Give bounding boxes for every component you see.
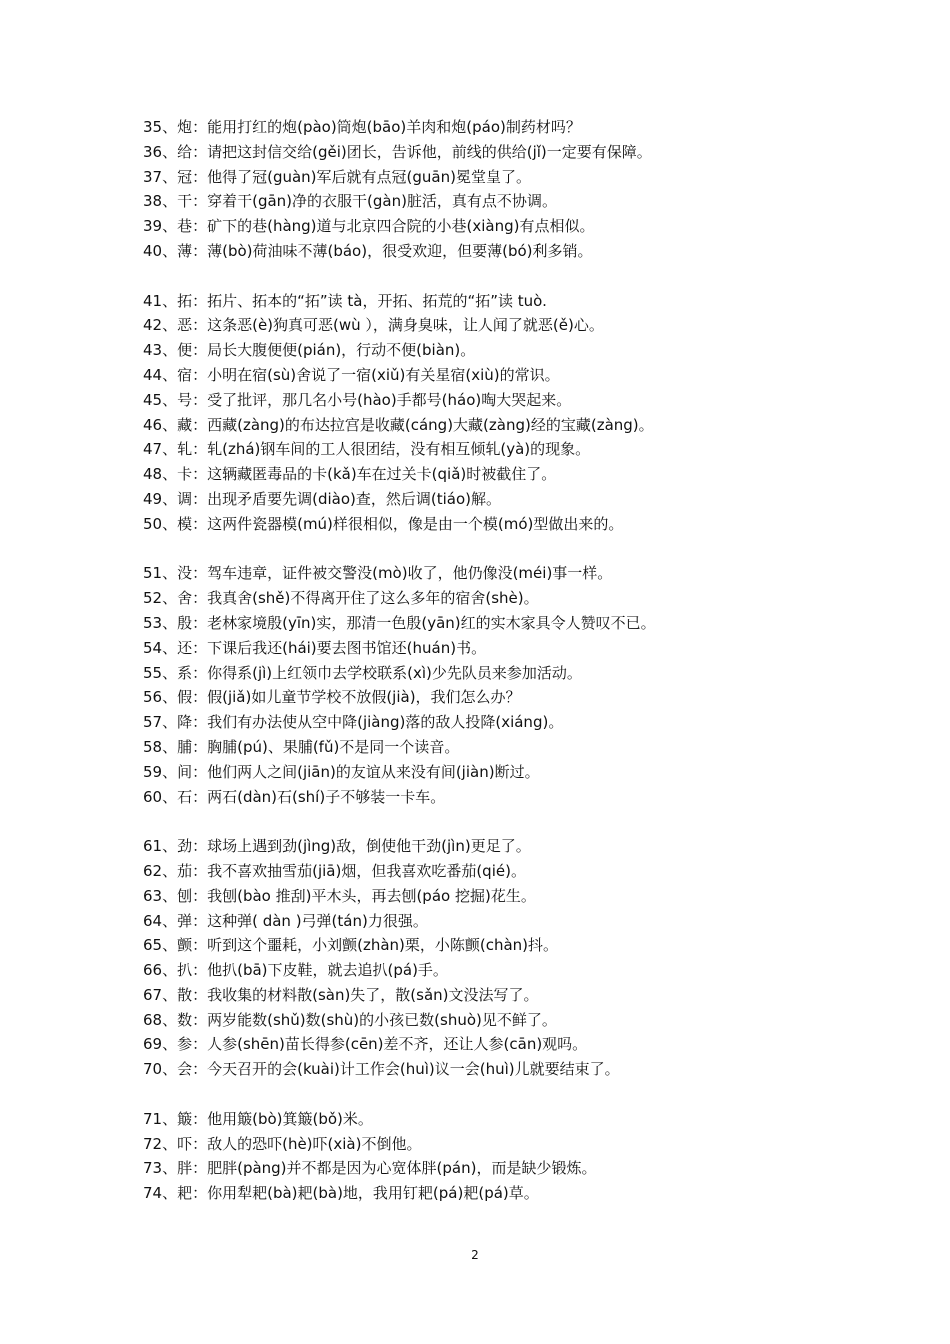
document-body <box>143 115 903 1206</box>
entry-line: 46、藏：西藏(zàng)的布达拉宫是收藏(cáng)大藏(zàng)经的宝藏(zàng)。 <box>143 415 654 434</box>
page-number: 2 <box>471 1248 479 1262</box>
entry-line: 43、便：局长大腹便便(pián)，行动不便(biàn)。 <box>143 341 476 360</box>
entry-line: 59、间：他们两人之间(jiān)的友谊从来没有间(jiàn)断过。 <box>143 762 540 781</box>
entry-group <box>143 1107 903 1206</box>
entry-line: 36、给：请把这封信交给(gěi)团长，告诉他，前线的供给(jǐ)一定要有保障。 <box>143 142 652 161</box>
entry-line: 55、系：你得系(jì)上红领巾去学校联系(xì)少先队员来参加活动。 <box>143 663 582 682</box>
entry-line: 68、数：两岁能数(shǔ)数(shù)的小孩已数(shuò)见不鲜了。 <box>143 1010 557 1029</box>
entry-line: 49、调：出现矛盾要先调(diào)查，然后调(tiáo)解。 <box>143 489 501 508</box>
entry-line: 37、冠：他得了冠(guàn)军后就有点冠(guān)冕堂皇了。 <box>143 167 531 186</box>
entry-line: 67、散：我收集的材料散(sàn)失了，散(sǎn)文没法写了。 <box>143 985 539 1004</box>
entry-line: 71、簸：他用簸(bò)箕簸(bǒ)米。 <box>143 1109 373 1128</box>
entry-line: 73、胖：肥胖(pàng)并不都是因为心宽体胖(pán)，而是缺少锻炼。 <box>143 1159 597 1178</box>
entry-group <box>143 115 903 264</box>
entry-line: 39、巷：矿下的巷(hàng)道与北京四合院的小巷(xiàng)有点相似。 <box>143 217 595 236</box>
entry-group <box>143 289 903 537</box>
entry-line: 35、炮：能用打红的炮(pào)筒炮(bāo)羊肉和炮(páo)制药材吗？ <box>143 118 581 136</box>
entry-line: 57、降：我们有办法使从空中降(jiàng)落的敌人投降(xiáng)。 <box>143 713 564 732</box>
entry-group <box>143 561 903 809</box>
entry-line: 56、假：假(jiǎ)如儿童节学校不放假(jià)，我们怎么办？ <box>143 688 521 707</box>
entry-line: 63、刨：我刨(bào 推刮)平木头，再去刨(páo 挖掘)花生。 <box>143 886 536 905</box>
entry-line: 54、还：下课后我还(hái)要去图书馆还(huán)书。 <box>143 638 487 657</box>
entry-line: 65、颤：听到这个噩耗，小刘颤(zhàn)栗，小陈颤(chàn)抖。 <box>143 936 559 955</box>
entry-line: 48、卡：这辆藏匿毒品的卡(kǎ)车在过关卡(qiǎ)时被截住了。 <box>143 465 557 484</box>
entry-line: 41、拓：拓片、拓本的“拓”读 tà，开拓、拓荒的“拓”读 tuò. <box>143 291 547 310</box>
entry-line: 64、弹：这种弹( dàn )弓弹(tán)力很强。 <box>143 911 428 930</box>
entry-line: 70、会：今天召开的会(kuài)计工作会(huì)议一会(huì)儿就要结束了。 <box>143 1060 620 1079</box>
entry-line: 53、殷：老林家境殷(yīn)实，那清一色殷(yān)红的实木家具令人赞叹不已。 <box>143 613 656 632</box>
entry-line: 50、模：这两件瓷器模(mú)样很相似，像是由一个模(mó)型做出来的。 <box>143 514 624 533</box>
entry-line: 51、没：驾车违章，证件被交警没(mò)收了，他仍像没(méi)事一样。 <box>143 564 613 583</box>
entry-line: 74、耙：你用犁耙(bà)耙(bà)地，我用钉耙(pá)耙(pá)草。 <box>143 1184 539 1203</box>
entry-line: 47、轧：轧(zhá)钢车间的工人很团结，没有相互倾轧(yà)的现象。 <box>143 440 591 459</box>
entry-line: 66、扒：他扒(bā)下皮鞋，就去追扒(pá)手。 <box>143 961 448 980</box>
entry-line: 40、薄：薄(bò)荷油味不薄(báo)，很受欢迎，但要薄(bó)利多销。 <box>143 241 593 260</box>
entry-line: 72、吓：敌人的恐吓(hè)吓(xià)不倒他。 <box>143 1134 422 1153</box>
entry-line: 38、干：穿着干(gān)净的衣服干(gàn)脏活，真有点不协调。 <box>143 192 557 211</box>
entry-group <box>143 834 903 1082</box>
entry-line: 45、号：受了批评，那几名小号(hào)手都号(háo)啕大哭起来。 <box>143 390 572 409</box>
entry-line: 58、脯：胸脯(pú)、果脯(fǔ)不是同一个读音。 <box>143 737 460 756</box>
entry-line: 60、石：两石(dàn)石(shí)子不够装一卡车。 <box>143 787 446 806</box>
entry-line: 42、恶：这条恶(è)狗真可恶(wù ），满身臭味，让人闻了就恶(ě)心。 <box>143 316 604 335</box>
entry-line: 61、劲：球场上遇到劲(jìng)敌，倒使他干劲(jìn)更足了。 <box>143 837 531 856</box>
entry-line: 62、茄：我不喜欢抽雪茄(jiā)烟，但我喜欢吃番茄(qié)。 <box>143 861 526 880</box>
entry-line: 69、参：人参(shēn)苗长得参(cēn)差不齐，还让人参(cān)观吗。 <box>143 1035 588 1054</box>
entry-line: 52、舍：我真舍(shě)不得离开住了这么多年的宿舍(shè)。 <box>143 589 539 608</box>
entry-line: 44、宿：小明在宿(sù)舍说了一宿(xiǔ)有关星宿(xiù)的常识。 <box>143 365 560 384</box>
